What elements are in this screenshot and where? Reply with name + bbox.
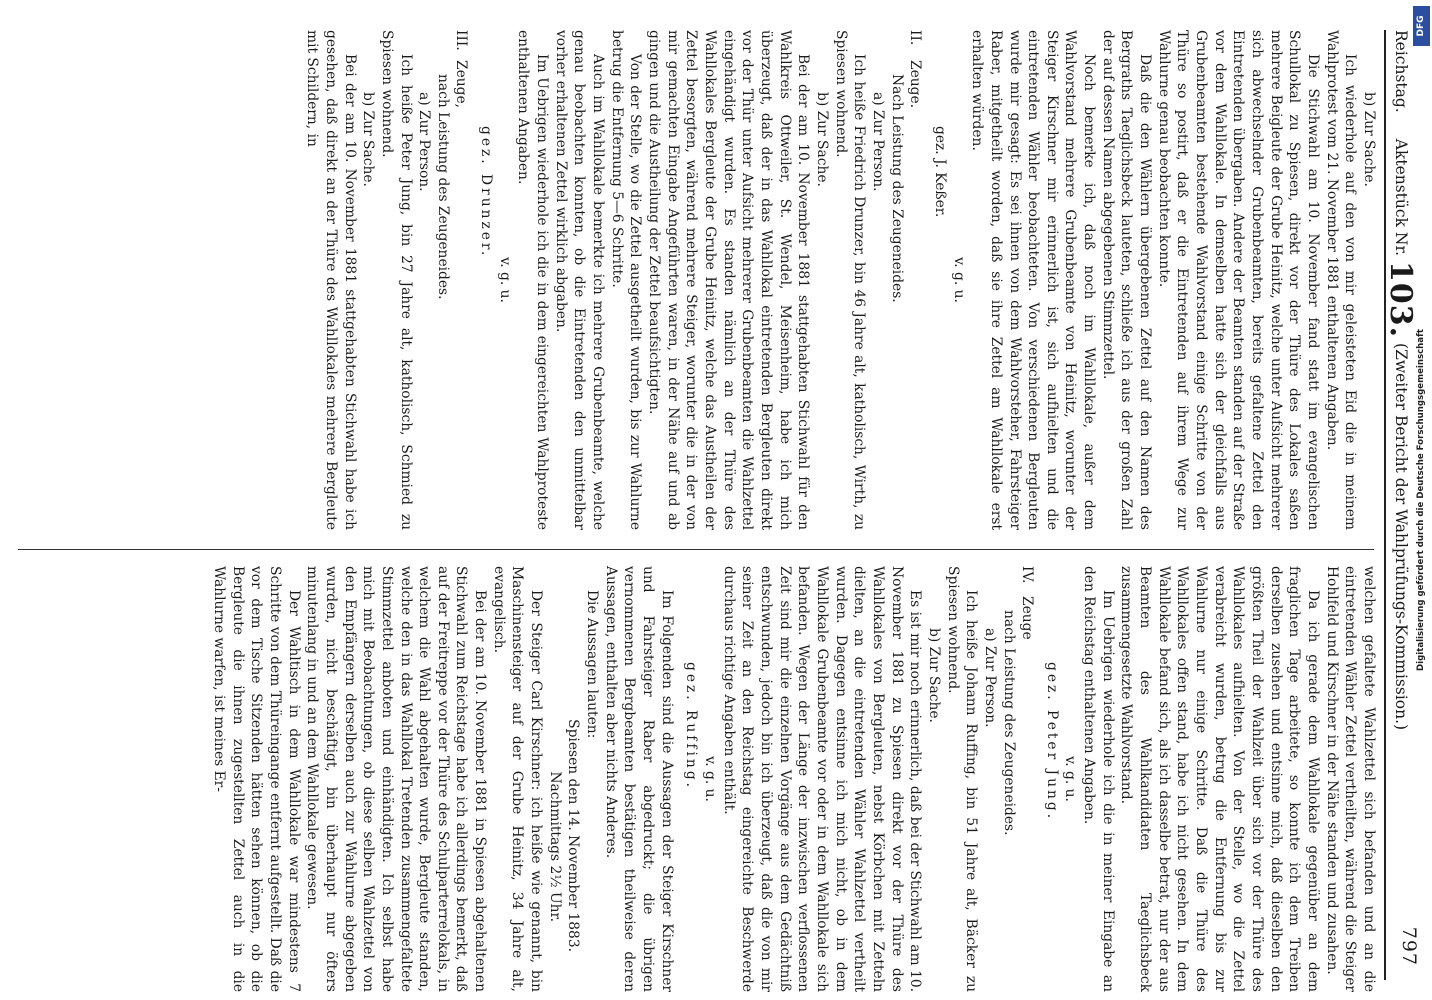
subheading: a) Zur Person. bbox=[416, 92, 433, 192]
paragraph: Daß die den Wählern übergebenen Zettel auf den Namen des Bergraths Taeglichsbeck lauteten, schließe ich aus der großen Zahl der auf dessen Namen abgegebenen Stimmzettel. bbox=[1099, 30, 1154, 530]
paragraph: Bei der am 10. November 1881 stattgehabten Stichwahl für den Wahlkreis Ottweiler, St. Wendel, Meisenheim, habe ich mich überzeugt, daß der in das Wahllokal eintretenden Bergleuten direkt vor der Thür unter Aufsicht mehrerer Grubenbeamten die Wahlzettel eingehändigt wurden. Es standen nämlich an der Thüre des Wahllokales Bergleute der Grube Heinitz, welche das Austheilen der Zettel besorgten, während mehrere Steiger, worunter die in der von mir gemachten Eingabe Angeführten waren, in der Nähe auf und ab gingen und die Austheilung der Zettel beaufsichtigten. bbox=[646, 30, 812, 530]
witness-number: II. bbox=[907, 30, 924, 46]
attestation: v. g. u. bbox=[496, 257, 513, 303]
witness-label: Zeuge, bbox=[453, 60, 470, 109]
paragraph: Da ich gerade dem Wahllokale gegenüber an dem fraglichen Tage arbeitete, so konnte ich dem Treiben derselben zusehen und entsinne mich, daß dieselben den größten Theil der Wahlzeit über sich vor der Thüre des Wahllokales aufhielten. Von der Stelle, wo die Zettel verabreicht wurden, betrug die Entfernung bis zur Wahlurne nur einige Schritte. Daß die Thüre des Wahllokales offen stand, habe ich nicht gesehen. In dem Wahllokale befand sich, als ich dasselbe betrat, nur der aus Beamten des Wahlkandidaten Taeglichsbeck zusammengesetzte Wahlvorstand. bbox=[1118, 566, 1322, 992]
paragraph: Auch im Wahllokale bemerkte ich mehrere Grubenbeamte, welche genau beobachten konnten, ob die Eintretenden den unmittelbar vorher erhaltenen Zettel wirklich abgaben. bbox=[552, 30, 607, 530]
dateline: Spiesen den 14. November 1883. bbox=[565, 719, 582, 952]
witness-number: III. bbox=[453, 30, 470, 51]
attestation: v. g. u. bbox=[702, 756, 719, 802]
oath-line: nach Leistung des Zeugeneides. bbox=[1000, 610, 1017, 836]
paragraph: Noch bemerke ich, daß noch im Wahllokale, außer dem Wahlvorstand mehrere Grubenbeamte von Heinitz, worunter der Steiger Kirschner mir erinnerlich ist, sich aufhielten und die eintretenden Wähler beobachteten. Von verschiedenen Bergleuten wurde mir gesagt: Es sei ihnen von dem Wahlvorsteher, Fahrsteiger Raber, mitgetheilt worden, daß sie ihre Zettel am Wahllokale erst erhalten würden. bbox=[969, 30, 1098, 530]
signature: gez. Peter Jung. bbox=[1043, 662, 1060, 822]
subheading: b) Zur Sache. bbox=[1361, 92, 1377, 187]
witness-label: Zeuge bbox=[1019, 596, 1036, 640]
paragraph: Es ist mir noch erinnerlich, daß bei der Stichwahl am 10. November 1881 zu Spiesen direkt vor der Thüre des Wahllokales von Bergleuten, nebst Körbchen mit Zetteln dielten, an die eintretenden Wähler Wahlzettel vertheilt wurden. Dagegen entsinne ich mich nicht, ob in dem Wahllokale Grubenbeamte vor oder in dem Wahllokale sich befanden. Wegen der Länge der inzwischen verflossenen Zeit sind mir die einzelnen Vorgänge aus dem Gedächtniß entschwunden, jedoch bin ich überzeugt, daß die von mir seiner Zeit an den Reichstag eingereichte Beschwerde durchaus richtige Angaben enthält. bbox=[720, 566, 924, 992]
dfg-logo-text: DFG bbox=[1416, 15, 1426, 37]
header-prefix: Reichstag. bbox=[1392, 30, 1410, 113]
witness-label: Zeuge. bbox=[907, 60, 924, 109]
subheading: a) Zur Person. bbox=[981, 628, 998, 728]
paragraph: Von der Stelle, wo die Zettel ausgetheilt wurden, bis zur Wahlurne betrug die Entfernung 5—6 Schritte. bbox=[608, 30, 644, 530]
signature: gez. J. Keßer. bbox=[931, 126, 948, 218]
document-number: 103. bbox=[1383, 261, 1418, 339]
signature: gez. Drunzer. bbox=[478, 126, 495, 259]
dfg-logo bbox=[1413, 6, 1430, 46]
paragraph: Ich heiße Friedrich Drunzer, bin 46 Jahre alt, katholisch, Wirth, zu Spiesen wohnend. bbox=[832, 30, 868, 530]
header-rule bbox=[1384, 30, 1386, 980]
paragraph: Ich heiße Peter Jung, bin 27 Jahre alt, katholisch, Schmied zu Spiesen wohnend. bbox=[378, 30, 414, 530]
witness-heading bbox=[1018, 566, 1037, 992]
subheading: b) Zur Sache. bbox=[360, 92, 377, 187]
witness-heading bbox=[452, 30, 471, 530]
page-number: 797 bbox=[1398, 926, 1420, 966]
header-report-title: (Zweiter Bericht der Wahlprüfungs-Kommission.) bbox=[1392, 343, 1410, 731]
paragraph: Bei der am 10. November 1881 stattgehabten Stichwahl habe ich gesehen, daß direkt an der Thüre des Wahllokales mehrere Bergleute mit Schildern, in bbox=[304, 30, 358, 530]
attestation: v. g. u. bbox=[1062, 756, 1079, 802]
paragraph: Im Uebrigen wiederhole ich die in dem eingereichten Wahlproteste enthaltenen Angaben. bbox=[515, 30, 551, 530]
paragraph: Im Folgenden sind die Aussagen der Steiger Kirschner und Fahrsteiger Raber abgedruckt; die übrigen vernommenen Bergbeamten bestätigen theilweise deren Aussagen, enthalten aber nichts Anderes. bbox=[602, 566, 675, 992]
signature: gez. Ruffing. bbox=[683, 662, 700, 791]
left-column bbox=[303, 30, 1378, 530]
paragraph: Bei der am 10. November 1881 in Spiesen abgehaltenen Stichwahl zum Reichstage habe ich allerdings bemerkt, daß auf der Freitreppe vor der Thüre des Schulparterrelokals, in welchem die Wahl abgehalten wurde, Bergleute standen, welche den in das Wahllokal Tretenden zusammengefaltete Stimmzettel anboten und einhändigten. Ich selbst habe mich mit Beobachtungen, ob diese selben Wahlzettel von den Empfängern derselben auch zur Wahlurne abgegeben wurden, nicht beschäftigt, bin überhaupt nur öfters minutenlang in und an dem Wahllokale gewesen. bbox=[304, 566, 489, 992]
paragraph: Im Uebrigen wiederhole ich die in meiner Eingabe an den Reichstag enthaltenen Angaben. bbox=[1081, 566, 1116, 992]
paragraph: Die Stichwahl am 10. November fand statt im evangelischen Schullokal zu Spiesen, direkt vor der Thüre des Lokales saßen mehrere Beigleute der Grube Heinitz, welche unter Aufsicht mehrerer sich abwechselnder Grubenbeamten, bereits gefaltene Zettel den Eintretenden übergaben. Andere der Beamten standen auf der Straße vor dem Wahllokale. In demselben hatte sich der gleichfalls aus Grubenbeamten bestehende Wahlvorstand einige Schritte von der Thüre so postirt, daß er die Eintretenden auf ihrem Wege zur Wahlurne genau beobachten konnte. bbox=[1155, 30, 1322, 530]
paragraph: Der Steiger Carl Kirschner: ich heiße wie genannt, bin Maschinensteiger auf der Grube Heinitz, 34 Jahre alt, evangelisch. bbox=[490, 566, 545, 992]
header-document-label: Aktenstück Nr. bbox=[1392, 138, 1410, 257]
digitization-credit bbox=[1413, 0, 1429, 1000]
witness-number: IV. bbox=[1019, 566, 1036, 584]
right-column bbox=[209, 566, 1378, 992]
subheading: b) Zur Sache. bbox=[925, 628, 942, 723]
column-divider bbox=[18, 549, 1374, 550]
paragraph: Ich heiße Johann Ruffing, bin 51 Jahre alt, Bäcker zu Spiesen wohnend. bbox=[944, 566, 980, 992]
oath-line: nach Leistung des Zeugeneides. bbox=[434, 74, 451, 300]
paragraph: Ich wiederhole auf den von mir geleisteten Eid die in meinem Wahlprotest vom 21. November 1881 enthaltenen Angaben. bbox=[1323, 30, 1359, 530]
paragraph: Der Wahltisch in dem Wahllokale war mindestens 7 Schritte von dem Thüreingange entfernt aufgestellt. Daß die vor dem Tische Sitzenden hätten sehen können, ob die Bergleute die ihnen zugestellten Zettel auch in die Wahlurne warfen, ist meines Er- bbox=[210, 566, 302, 992]
subheading: b) Zur Sache. bbox=[813, 92, 830, 187]
time-line: Nachmittags 2½ Uhr. bbox=[546, 771, 563, 922]
attestation: v. g. u. bbox=[950, 257, 967, 303]
subheading: a) Zur Person. bbox=[869, 92, 886, 192]
credit-text: Digitalisierung gefördert durch die Deutsche Forschungsgemeinschaft bbox=[1416, 329, 1426, 671]
paragraph: Die Aussagen lauten: bbox=[584, 590, 601, 739]
witness-heading bbox=[906, 30, 925, 530]
oath-line: Nach Leistung des Zeugeneides. bbox=[888, 74, 905, 303]
paragraph: welchen gefaltete Wahlzettel sich befanden und an die eintretenden Wähler Zettel vertheilten, während die Steiger Hohlfeld und Kirschner in der Nähe standen und zusahen. bbox=[1323, 566, 1377, 992]
